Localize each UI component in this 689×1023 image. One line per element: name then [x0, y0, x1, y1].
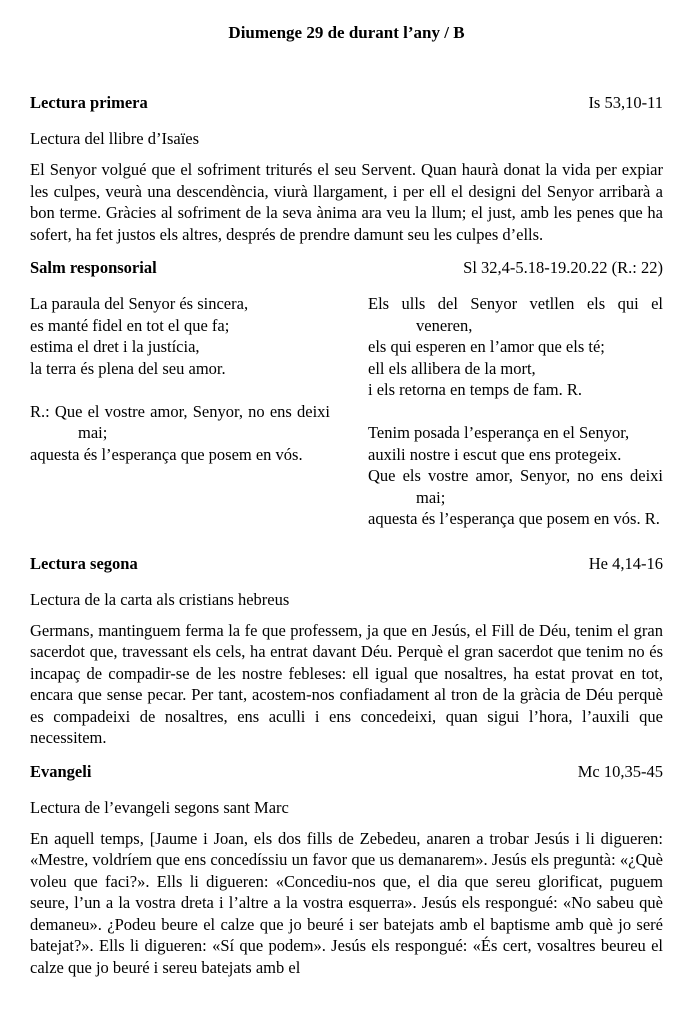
psalm-verse: aquesta és l’esperança que posem en vós. R. — [368, 509, 660, 528]
psalm-verse: i els retorna en temps de fam. R. — [368, 380, 582, 399]
section-first-reading — [30, 92, 663, 245]
psalm-reference: Sl 32,4-5.18-19.20.22 (R.: 22) — [463, 258, 663, 277]
second-reading-body: Germans, mantinguem ferma la fe que professem, ja que en Jesús, el Fill de Déu, tenim el gran sacerdot que, travessant els cels, ha entrat davant Déu. Perquè el gran sacerdot que tenim no és incapaç de compadir-se de les nostre febleses: ell igual que nosaltres, ha estat provat en tot, encara que sense pecar. Per tant, acostem-nos confiadament al tron de la gràcia de Déu perquè es compadeixi de nosaltres, ens aculli i ens concedeixi, quan sigui l’hora, l’auxili que necessitem. — [30, 620, 663, 747]
gospel-reference: Mc 10,35-45 — [577, 761, 663, 781]
psalm-left-column — [30, 293, 330, 530]
psalm-verse: auxili nostre i escut que ens protegeix. — [368, 444, 622, 464]
psalm-verse: La paraula del Senyor és sincera, — [30, 294, 249, 313]
section-gospel — [30, 761, 663, 979]
stanza-gap — [30, 379, 330, 401]
psalm-verse: ell els allibera de la mort, — [368, 358, 536, 378]
second-reading-heading: Lectura segona — [30, 553, 138, 573]
psalm-heading-row — [30, 257, 663, 279]
gospel-source: Lectura de l’evangeli segons sant Marc — [30, 797, 289, 817]
psalm-columns — [30, 293, 663, 530]
psalm-verse: Que els vostre amor, Senyor, no ens deixi mai; — [368, 466, 663, 507]
second-reading-reference: He 4,14-16 — [588, 553, 663, 573]
psalm-verse: Tenim posada l’esperança en el Senyor, — [368, 423, 630, 442]
gospel-body: En aquell temps, [Jaume i Joan, els dos fills de Zebedeu, anaren a trobar Jesús i li digueren: «Mestre, voldríem que ens concedíssiu un favor que us demanarem». Jesús els preguntà: «¿Què voleu que faci?». Ells li digueren: «Concediu-nos que, el dia que sereu glorificat, puguem seure, l’un a la vostra dreta i l’altre a la vostra esquerra». Jesús els respongué: «No sabeu què demaneu». ¿Podeu beure el calze que jo beuré i ser batejats amb el baptisme amb què jo seré batejat?». Ells li digueren: «Sí que podem». Jesús els respongué: «És cert, vosaltres beureu el calze que jo beuré i sereu batejats amb el — [30, 828, 663, 977]
first-reading-body: El Senyor volgué que el sofriment triturés el seu Servent. Quan haurà donat la vida per expiar les culpes, veurà una descendència, viurà llargament, i per ell el designi del Senyor arribarà a bon terme. Gràcies al sofriment de la seva ànima ara veu la llum; el just, amb les penes que ha sofert, ha fet justos els altres, després de prendre damunt seu les culpes d’ells. — [30, 160, 663, 244]
psalm-right-column — [368, 293, 663, 530]
psalm-verse: es manté fidel en tot el que fa; — [30, 315, 230, 335]
psalm-heading: Salm responsorial — [30, 258, 157, 277]
psalm-verse: la terra és plena del seu amor. — [30, 358, 226, 378]
psalm-verse: Els ulls del Senyor vetllen els qui el veneren, — [368, 294, 663, 335]
section-second-reading — [30, 553, 663, 749]
gospel-heading-row — [30, 761, 663, 783]
psalm-verse: els qui esperen en l’amor que els té; — [368, 337, 605, 356]
second-reading-source: Lectura de la carta als cristians hebreus — [30, 589, 290, 609]
section-psalm — [30, 257, 663, 530]
gospel-heading: Evangeli — [30, 761, 92, 781]
psalm-verse: estima el dret i la justícia, — [30, 337, 200, 356]
first-reading-reference: Is 53,10-11 — [588, 93, 663, 112]
second-reading-heading-row — [30, 553, 663, 575]
stanza-gap — [368, 401, 663, 423]
psalm-response-verse: aquesta és l’esperança que posem en vós. — [30, 444, 303, 464]
first-reading-heading-row — [30, 92, 663, 114]
first-reading-heading: Lectura primera — [30, 93, 148, 112]
first-reading-source: Lectura del llibre d’Isaïes — [30, 129, 200, 148]
psalm-response-verse: R.: Que el vostre amor, Senyor, no ens deixi mai; — [30, 401, 330, 442]
page-title: Diumenge 29 de durant l’any / B — [228, 23, 465, 42]
